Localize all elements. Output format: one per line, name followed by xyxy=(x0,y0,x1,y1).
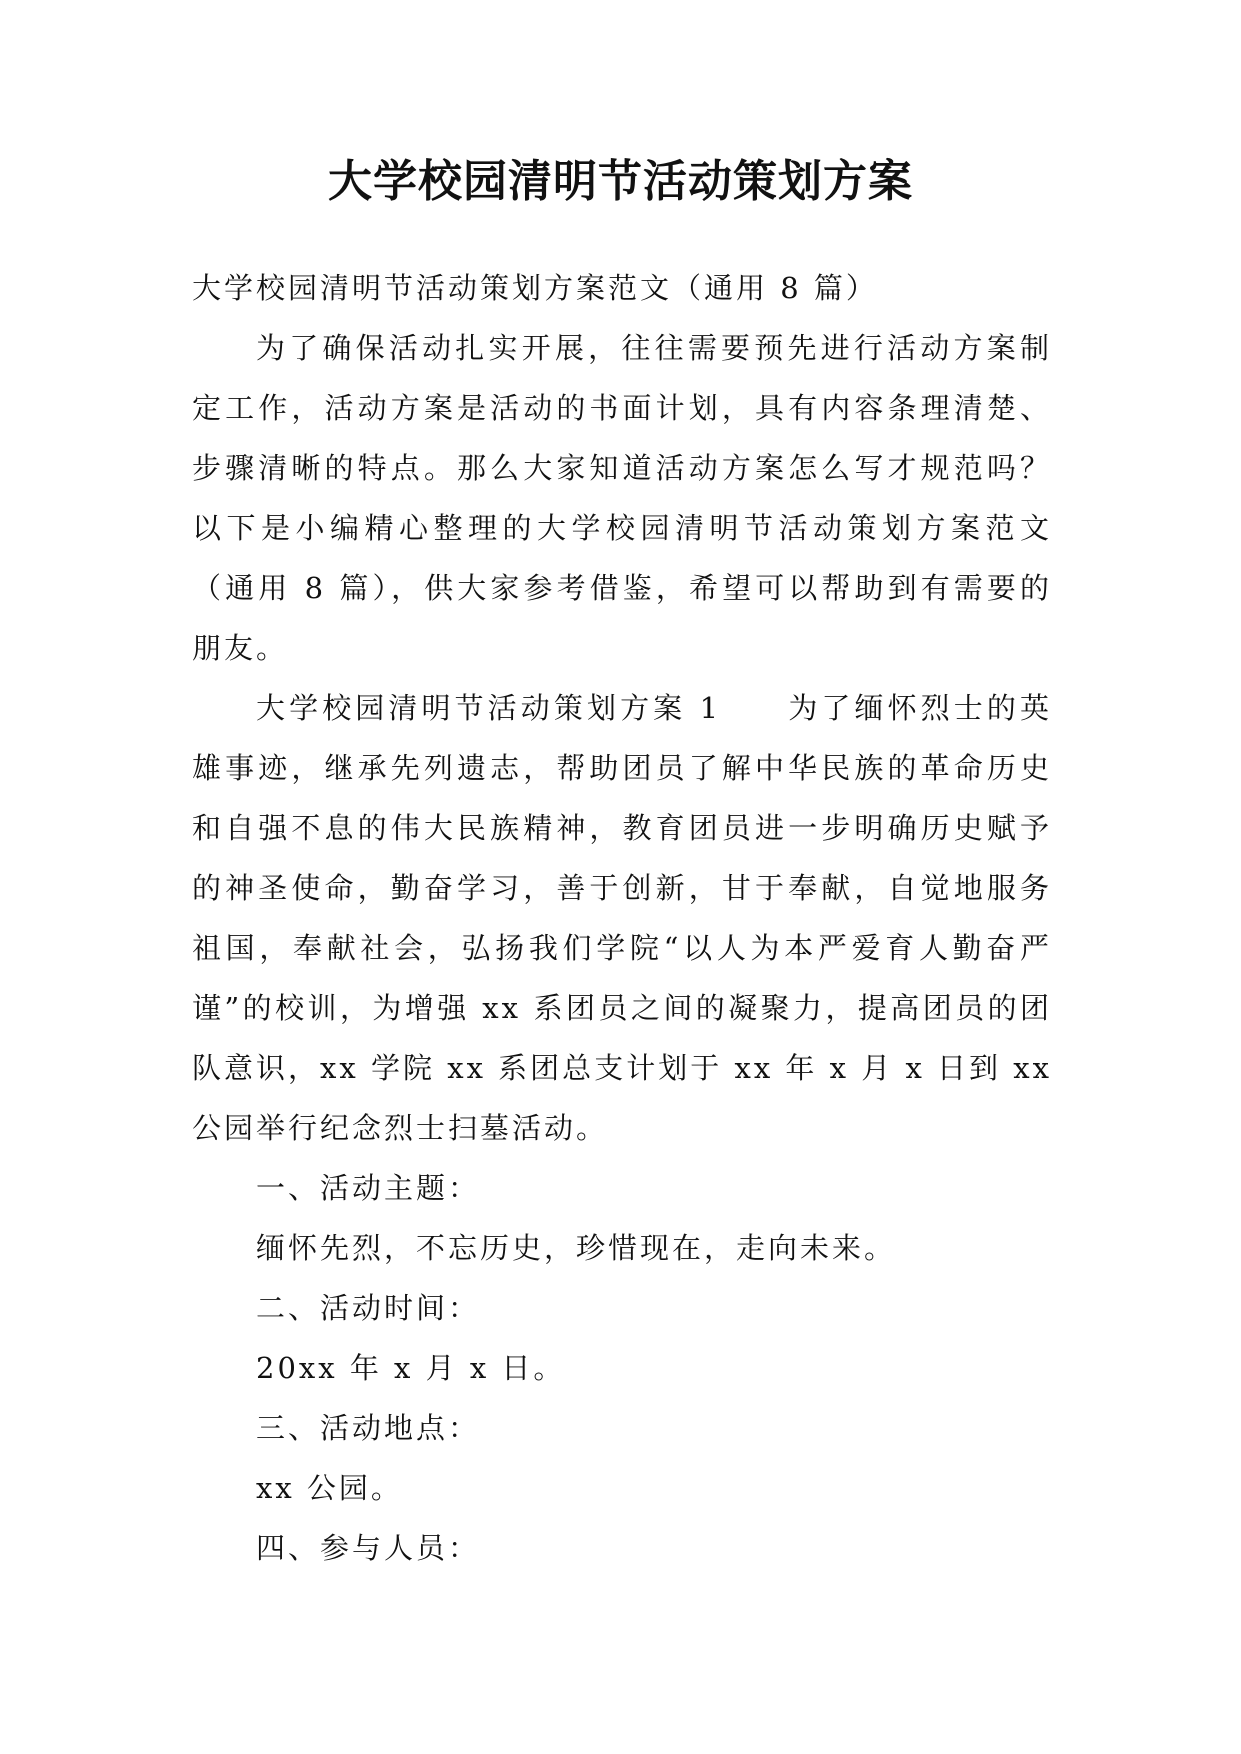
place-text: xx 公园。 xyxy=(256,1471,403,1505)
document-body xyxy=(192,258,1052,1578)
heading-time: 二、活动时间： xyxy=(256,1291,481,1325)
theme-text: 缅怀先烈，不忘历史，珍惜现在，走向未来。 xyxy=(256,1231,897,1265)
heading-place: 三、活动地点： xyxy=(256,1411,481,1445)
document-subtitle: 大学校园清明节活动策划方案范文（通用 8 篇） xyxy=(192,271,878,305)
heading-theme: 一、活动主题： xyxy=(256,1171,481,1205)
intro-paragraph: 为了确保活动扎实开展，往往需要预先进行活动方案制定工作，活动方案是活动的书面计划，具有内容条理清楚、步骤清晰的特点。那么大家知道活动方案怎么写才规范吗？以下是小编精心整理的大学校园清明节活动策划方案范文（通用 8 篇），供大家参考借鉴，希望可以帮助到有需要的朋友。 xyxy=(192,331,1052,665)
heading-people: 四、参与人员： xyxy=(256,1531,481,1565)
time-text: 20xx 年 x 月 x 日。 xyxy=(256,1351,566,1385)
document-title: 大学校园清明节活动策划方案 xyxy=(328,156,913,207)
section-1-paragraph: 大学校园清明节活动策划方案 1 为了缅怀烈士的英雄事迹，继承先列遗志，帮助团员了解中华民族的革命历史和自强不息的伟大民族精神，教育团员进一步明确历史赋予的神圣使命，勤奋学习，善于创新，甘于奉献，自觉地服务祖国，奉献社会，弘扬我们学院“以人为本严爱育人勤奋严谨”的校训，为增强 xx 系团员之间的凝聚力，提高团员的团队意识，xx 学院 xx 系团总支计划于 xx 年 x 月 x 日到 xx 公园举行纪念烈士扫墓活动。 xyxy=(192,691,1052,1145)
